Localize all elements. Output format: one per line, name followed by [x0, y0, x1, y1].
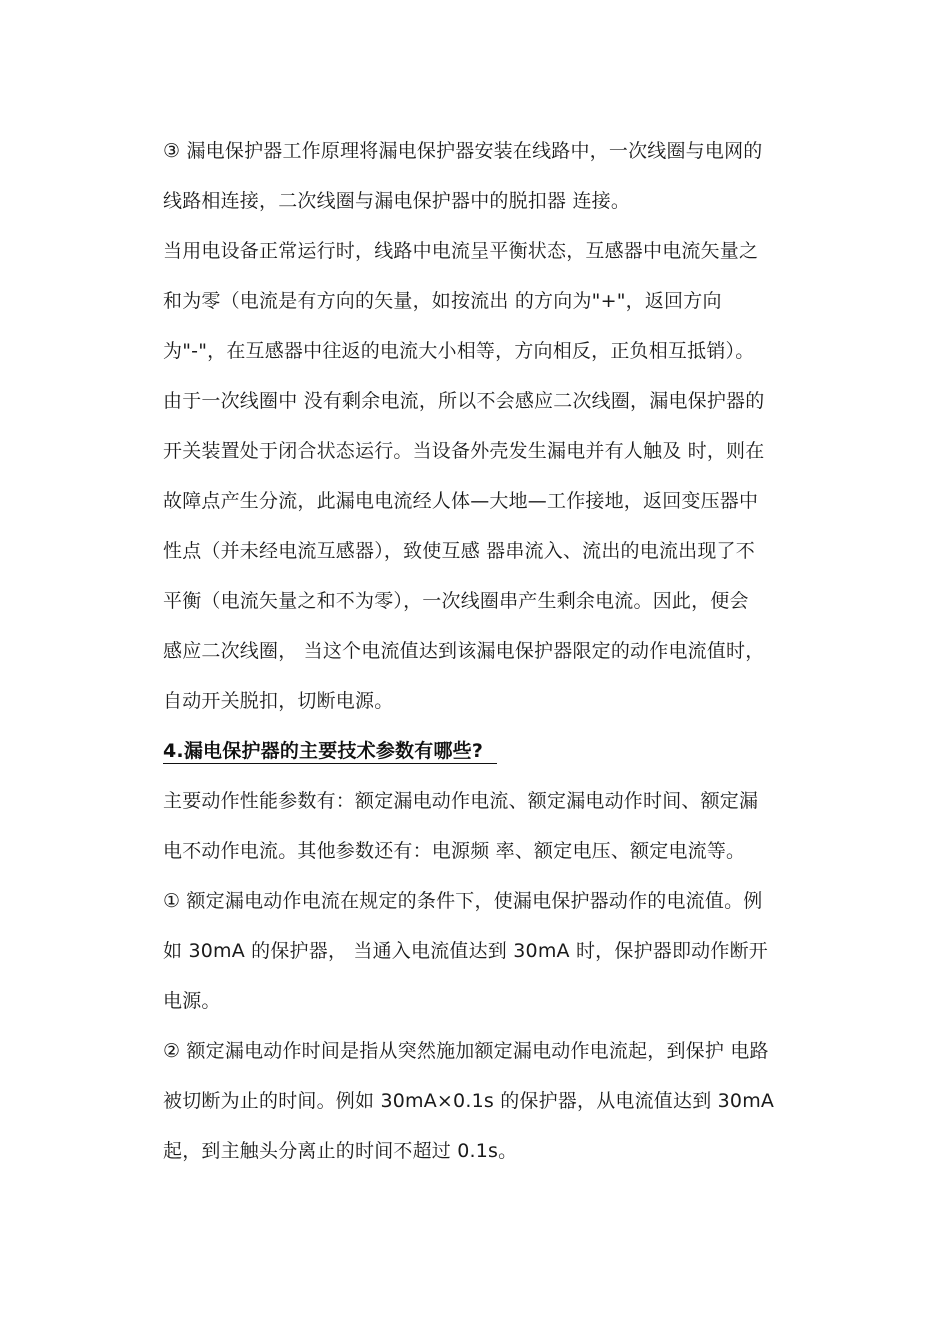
document-body [163, 126, 793, 1176]
text-line: ③ 漏电保护器工作原理将漏电保护器安装在线路中，一次线圈与电网的 [163, 140, 763, 162]
text-line: 线路相连接，二次线圈与漏电保护器中的脱扣器 连接。 [163, 190, 631, 212]
text-line: 开关装置处于闭合状态运行。当设备外壳发生漏电并有人触及 时，则在 [163, 440, 765, 462]
text-line: 电源。 [163, 990, 221, 1012]
text-line: 和为零（电流是有方向的矢量，如按流出 的方向为"+"，返回方向 [163, 290, 722, 312]
text-line: 主要动作性能参数有：额定漏电动作电流、额定漏电动作时间、额定漏 [163, 790, 759, 812]
text-line: ① 额定漏电动作电流在规定的条件下，使漏电保护器动作的电流值。例 [163, 890, 763, 912]
section-heading-text: 4.漏电保护器的主要技术参数有哪些? [163, 740, 497, 764]
text-line: 起，到主触头分离止的时间不超过 0.1s。 [163, 1140, 518, 1162]
text-line: 性点（并未经电流互感器），致使互感 器串流入、流出的电流出现了不 [163, 540, 755, 562]
text-line: ② 额定漏电动作时间是指从突然施加额定漏电动作电流起，到保护 电路 [163, 1040, 769, 1062]
text-line: 由于一次线圈中 没有剩余电流，所以不会感应二次线圈，漏电保护器的 [163, 390, 765, 412]
text-line: 如 30mA 的保护器， 当通入电流值达到 30mA 时，保护器即动作断开 [163, 940, 768, 962]
text-line: 平衡（电流矢量之和不为零），一次线圈串产生剩余电流。因此，便会 [163, 590, 749, 612]
text-line: 电不动作电流。其他参数还有：电源频 率、额定电压、额定电流等。 [163, 840, 746, 862]
text-line: 当用电设备正常运行时，线路中电流呈平衡状态，互感器中电流矢量之 [163, 240, 759, 262]
text-line: 感应二次线圈， 当这个电流值达到该漏电保护器限定的动作电流值时， [163, 640, 765, 662]
text-line: 被切断为止的时间。例如 30mA×0.1s 的保护器，从电流值达到 30mA [163, 1090, 775, 1112]
text-line: 自动开关脱扣，切断电源。 [163, 690, 394, 712]
section-heading [163, 726, 793, 776]
text-line: 为"-"，在互感器中往返的电流大小相等，方向相反，正负相互抵销）。 [163, 340, 755, 362]
text-line: 故障点产生分流，此漏电电流经人体—大地—工作接地，返回变压器中 [163, 490, 759, 512]
